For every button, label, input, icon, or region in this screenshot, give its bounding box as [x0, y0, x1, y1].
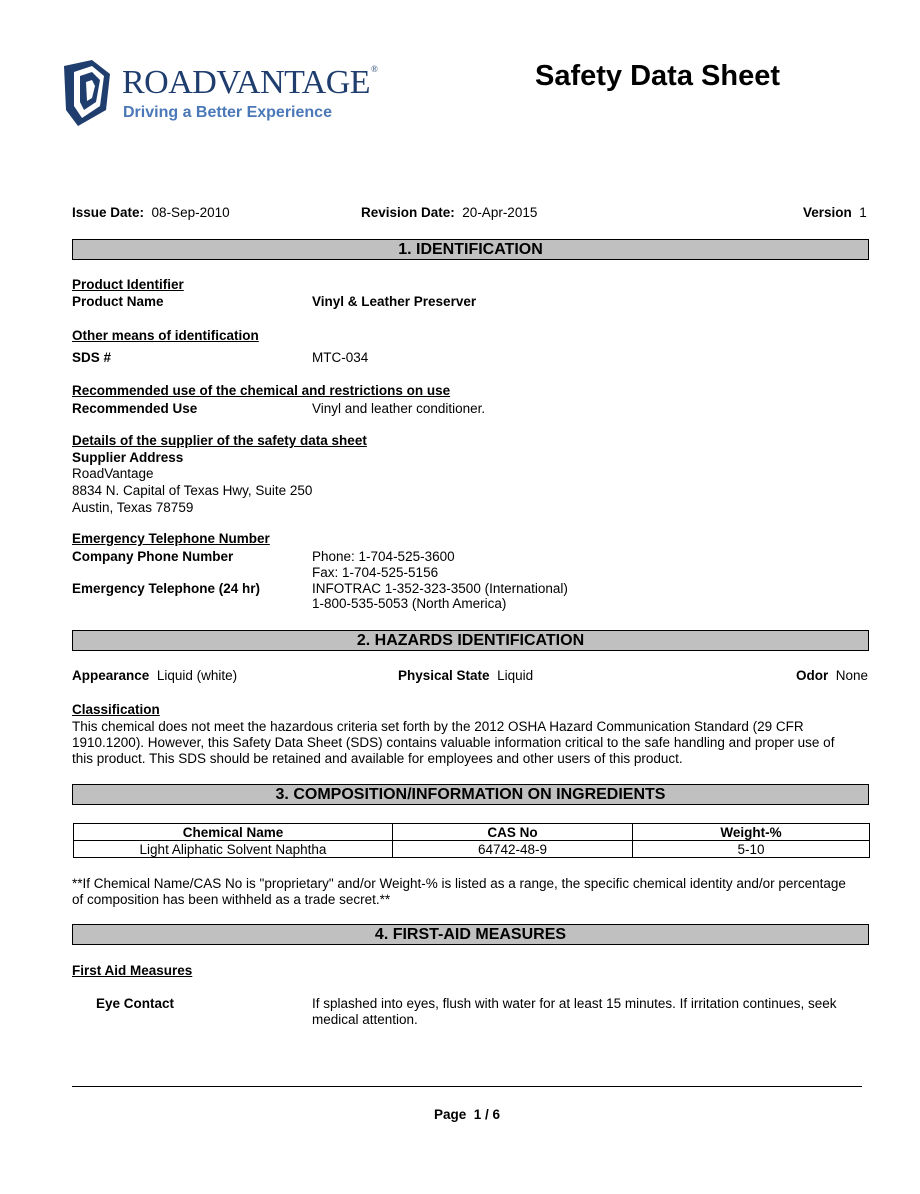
issue-date: Issue Date: 08-Sep-2010 [72, 205, 230, 220]
supplier-address [72, 466, 312, 517]
document-title: Safety Data Sheet [535, 60, 780, 92]
section-3-header: 3. COMPOSITION/INFORMATION ON INGREDIENTS [72, 784, 869, 805]
column-header-chemical-name: Chemical Name [74, 824, 393, 841]
eye-contact-label: Eye Contact [96, 996, 175, 1011]
company-phone-label: Company Phone Number [72, 549, 234, 564]
trade-secret-note [72, 876, 872, 908]
footer-divider [72, 1086, 862, 1087]
classification-line: 1910.1200). However, this Safety Data Sheet (SDS) contains valuable information critical to the safe handling and proper use of [72, 735, 835, 750]
version: Version 1 [803, 205, 867, 220]
product-name-label: Product Name [72, 294, 164, 309]
first-aid-heading: First Aid Measures [72, 963, 193, 978]
note-line: **If Chemical Name/CAS No is "proprietary" and/or Weight-% is listed as a range, the specific chemical identity and/or percentage [72, 876, 846, 891]
section-1-header: 1. IDENTIFICATION [72, 239, 869, 260]
section-4-header: 4. FIRST-AID MEASURES [72, 924, 869, 945]
odor: Odor None [796, 668, 869, 683]
appearance: Appearance Liquid (white) [72, 668, 238, 683]
other-means-heading: Other means of identification [72, 328, 259, 343]
page-number: Page 1 / 6 [434, 1107, 501, 1122]
section-2-header: 2. HAZARDS IDENTIFICATION [72, 630, 869, 651]
supplier-heading: Details of the supplier of the safety data sheet [72, 433, 367, 448]
emergency-heading: Emergency Telephone Number [72, 531, 270, 546]
eye-contact-line: If splashed into eyes, flush with water for at least 15 minutes. If irritation continues, seek [312, 996, 837, 1011]
physical-state: Physical State Liquid [398, 668, 534, 683]
logo-brand: ROADVANTAGE® [122, 64, 378, 101]
logo-tagline: Driving a Better Experience [123, 104, 332, 121]
cell-weight: 5-10 [633, 841, 870, 858]
emergency-phone-north-america: 1-800-535-5053 (North America) [312, 596, 507, 611]
supplier-address-label: Supplier Address [72, 450, 184, 465]
emergency-phone-label: Emergency Telephone (24 hr) [72, 581, 261, 596]
column-header-weight: Weight-% [633, 824, 870, 841]
classification-line: This chemical does not meet the hazardous criteria set forth by the 2012 OSHA Hazard Communication Standard (29 CFR [72, 719, 804, 734]
sds-number-value: MTC-034 [312, 350, 369, 365]
recommended-use-label: Recommended Use [72, 401, 198, 416]
ingredients-table [73, 823, 870, 858]
table-row [74, 841, 870, 858]
sds-number-label: SDS # [72, 350, 112, 365]
classification-text [72, 719, 872, 767]
classification-heading: Classification [72, 702, 160, 717]
supplier-address-line: 8834 N. Capital of Texas Hwy, Suite 250 [72, 483, 313, 498]
product-name-value: Vinyl & Leather Preserver [312, 294, 477, 309]
note-line: of composition has been withheld as a trade secret.** [72, 892, 391, 907]
company-logo [62, 60, 392, 130]
company-phone-value: Phone: 1-704-525-3600 [312, 549, 455, 564]
supplier-address-line: RoadVantage [72, 466, 154, 481]
eye-contact-text [312, 996, 872, 1028]
recommended-use-heading: Recommended use of the chemical and restrictions on use [72, 383, 451, 398]
eye-contact-line: medical attention. [312, 1012, 418, 1027]
column-header-cas-no: CAS No [393, 824, 633, 841]
supplier-address-line: Austin, Texas 78759 [72, 500, 194, 515]
cell-chemical-name: Light Aliphatic Solvent Naphtha [74, 841, 393, 858]
recommended-use-value: Vinyl and leather conditioner. [312, 401, 486, 416]
emergency-phone-international: INFOTRAC 1-352-323-3500 (International) [312, 581, 568, 596]
table-header-row [74, 824, 870, 841]
revision-date: Revision Date: 20-Apr-2015 [361, 205, 538, 220]
company-fax-value: Fax: 1-704-525-5156 [312, 565, 439, 580]
cell-cas-no: 64742-48-9 [393, 841, 633, 858]
shield-icon [62, 60, 112, 126]
product-identifier-heading: Product Identifier [72, 277, 184, 292]
classification-line: this product. This SDS should be retained and available for employees and other users of this product. [72, 751, 683, 766]
